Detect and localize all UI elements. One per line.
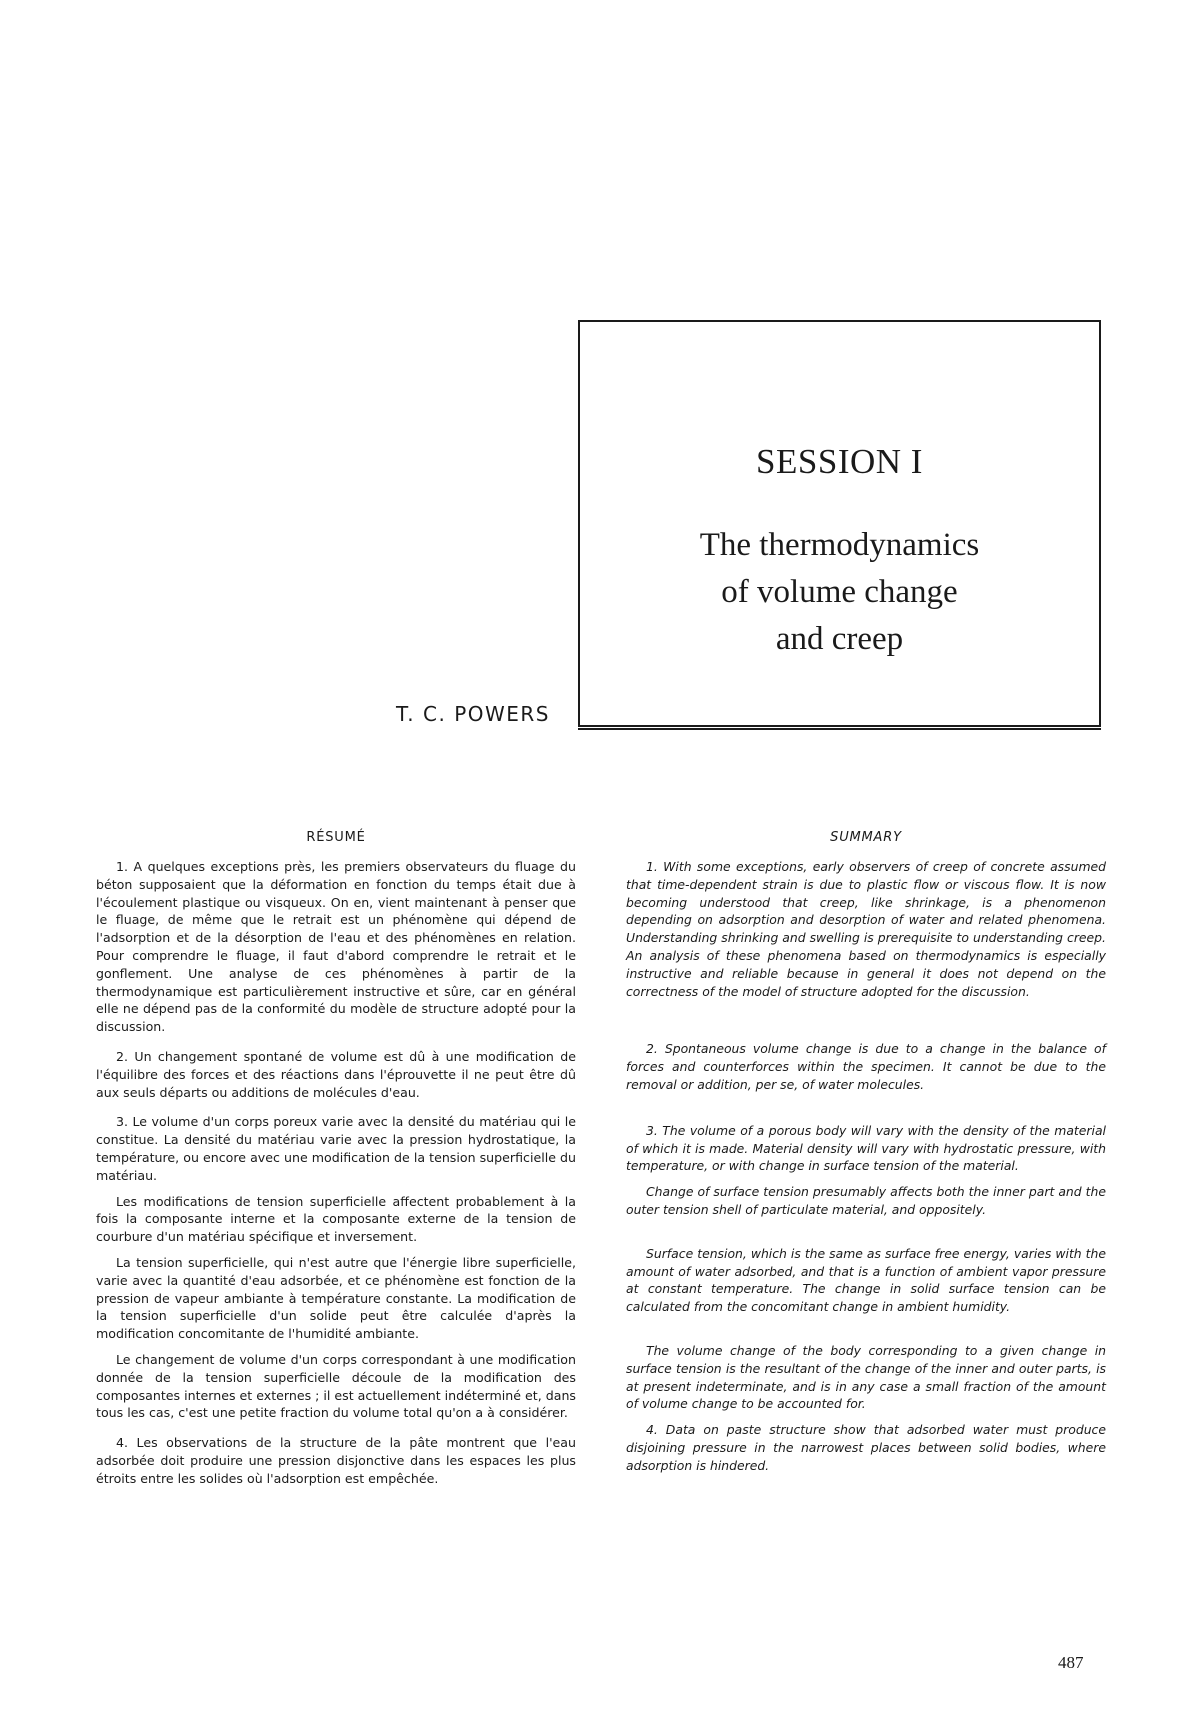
author-name: T. C. POWERS [395, 702, 550, 726]
summary-paragraph: Surface tension, which is the same as surface free energy, varies with the amount of water adsorbed, and that is a function of ambient vapor pressure at constant temperature. The change in solid surface tension can be calculated from the concomitant change in ambient humidity. [626, 1245, 1106, 1315]
session-heading: SESSION I [756, 442, 923, 481]
summary-paragraph: Change of surface tension presumably affects both the inner part and the outer tension shell of particulate material, and oppositely. [626, 1184, 1106, 1217]
summary-paragraph: The volume change of the body corresponding to a given change in surface tension is the resultant of the change of the inner and outer parts, is at present indeterminate, and is in any case a small fraction of the amount of volume change to be accounted for. [626, 1342, 1106, 1412]
resume-column [96, 830, 576, 1488]
resume-paragraph: 1. A quelques exceptions près, les premiers observateurs du fluage du béton supposaient que la déformation en fonction du temps était due à l'écoulement plastique ou visqueux. On en, vient maintenant à penser que le fluage, de même que le retrait est un phénomène qui dépend de l'adsorption et de la désorption de l'eau et des phénomènes en relation. Pour comprendre le fluage, il faut d'abord comprendre le retrait et le gonflement. Une analyse de ces phénomènes à partir de la thermodynamique est particulièrement instructive et sûre, car en général elle ne dépend pas de la conformité du modèle de structure adopté pour la discussion. [96, 859, 576, 1035]
summary-heading: SUMMARY [830, 830, 902, 845]
summary-column [626, 830, 1106, 1475]
resume-paragraph: 2. Un changement spontané de volume est dû à une modification de l'équilibre des forces et des réactions dans l'éprouvette il ne peut être dû aux seuls départs ou additions de molécules d'eau. [96, 1048, 576, 1100]
session-title [580, 522, 1099, 663]
summary-paragraph: 1. With some exceptions, early observers of creep of concrete assumed that time-dependent strain is due to plastic flow or viscous flow. It is now becoming understood that creep, like shrinkage, is a phenomenon depending on adsorption and desorption of water and related phenomena. Understanding shrinking and swelling is prerequisite to understanding creep. An analysis of these phenomena based on thermodynamics is especially instructive and reliable because in general it does not depend on the correctness of the model of structure adopted for the discussion. [626, 859, 1106, 999]
page-number: 487 [1058, 1653, 1084, 1672]
summary-paragraph: 3. The volume of a porous body will vary with the density of the material of which it is made. Material density will vary with hydrostatic pressure, with temperature, or with change in surface tension of the material. [626, 1122, 1106, 1174]
resume-paragraph: Le changement de volume d'un corps correspondant à une modification donnée de la tension superficielle découle de la modification des composantes internes et externes ; il est actuellement indéterminé et, dans tous les cas, c'est une petite fraction du volume total qu'on a à considérer. [96, 1351, 576, 1421]
summary-paragraph: 4. Data on paste structure show that adsorbed water must produce disjoining pressure in the narrowest places between solid bodies, where adsorption is hindered. [626, 1422, 1106, 1473]
resume-heading: RÉSUMÉ [306, 830, 366, 845]
summary-paragraph: 2. Spontaneous volume change is due to a change in the balance of forces and counterforces within the specimen. It cannot be due to the removal or addition, per se, of water molecules. [626, 1041, 1106, 1092]
resume-paragraph: Les modifications de tension superficielle affectent probablement à la fois la composante interne et la composante externe de la tension de courbure d'un matériau spécifique et inversement. [96, 1193, 576, 1245]
session-title-line: of volume change [721, 574, 958, 610]
session-title-line: and creep [775, 621, 904, 657]
resume-paragraph: 4. Les observations de la structure de la pâte montrent que l'eau adsorbée doit produire une pression disjonctive dans les espaces les plus étroits entre les solides où l'adsorption est empêchée. [96, 1435, 576, 1486]
resume-paragraph: La tension superficielle, qui n'est autre que l'énergie libre superficielle, varie avec la quantité d'eau adsorbée, et ce phénomène est fonction de la pression de vapeur ambiante à température constante. La modification de la tension superficielle d'un solide peut être calculée d'après la modification concomitante de l'humidité ambiante. [96, 1254, 576, 1342]
resume-paragraph: 3. Le volume d'un corps poreux varie avec la densité du matériau qui le constitue. La densité du matériau varie avec la pression hydrostatique, la température, ou encore avec une modification de la tension superficielle du matériau. [96, 1114, 576, 1183]
session-title-box [578, 320, 1101, 727]
session-title-line: The thermodynamics [699, 527, 980, 563]
